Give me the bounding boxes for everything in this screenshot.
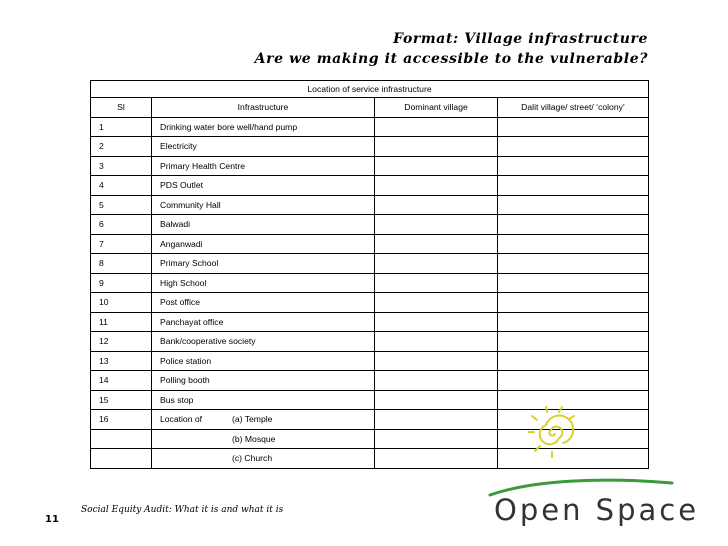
row-dominant-village-cell	[375, 137, 498, 157]
row-dalit-village-cell	[498, 137, 649, 157]
slide-title-block	[255, 29, 648, 69]
row-sl: 13	[91, 351, 152, 371]
row-dominant-village-cell	[375, 371, 498, 391]
open-space-logo: Open Space	[494, 493, 700, 527]
row-dominant-village-cell	[375, 410, 498, 430]
row-infrastructure: Polling booth	[152, 371, 375, 391]
row-infrastructure: Panchayat office	[152, 312, 375, 332]
row-dominant-village-cell	[375, 156, 498, 176]
row-sl: 6	[91, 215, 152, 235]
table-row	[91, 332, 649, 352]
table-row	[91, 351, 649, 371]
row-infrastructure: Bus stop	[152, 390, 375, 410]
row-infrastructure: Post office	[152, 293, 375, 313]
row-dalit-village-cell	[498, 117, 649, 137]
row-dominant-village-cell	[375, 254, 498, 274]
row-dominant-village-cell	[375, 390, 498, 410]
row-dominant-village-cell	[375, 273, 498, 293]
row-dalit-village-cell	[498, 273, 649, 293]
row-dalit-village-cell	[498, 293, 649, 313]
row-dominant-village-cell	[375, 234, 498, 254]
row-infrastructure: Electricity	[152, 137, 375, 157]
row-dominant-village-cell	[375, 176, 498, 196]
table-row	[91, 156, 649, 176]
footer-caption: Social Equity Audit: What it is and what it is	[81, 505, 284, 515]
table-row	[91, 234, 649, 254]
table-row	[91, 176, 649, 196]
row-sl: 8	[91, 254, 152, 274]
column-header-dalit-village: Dalit village/ street/ ‘colony’	[498, 98, 649, 118]
table-row	[91, 215, 649, 235]
row-sl	[91, 449, 152, 469]
table-row	[91, 117, 649, 137]
row-sl: 11	[91, 312, 152, 332]
row-sl: 12	[91, 332, 152, 352]
slide-title: Format: Village infrastructure	[393, 31, 648, 47]
row-sl: 10	[91, 293, 152, 313]
sun-swirl-icon	[528, 406, 576, 458]
table-row	[91, 312, 649, 332]
sub-item-mosque: (b) Mosque	[232, 433, 276, 444]
location-header: Location of service infrastructure	[91, 81, 649, 98]
row-sl: 5	[91, 195, 152, 215]
row-dalit-village-cell	[498, 332, 649, 352]
row-dalit-village-cell	[498, 195, 649, 215]
row-dalit-village-cell	[498, 312, 649, 332]
row-dominant-village-cell	[375, 117, 498, 137]
row-dalit-village-cell	[498, 351, 649, 371]
row-dominant-village-cell	[375, 215, 498, 235]
row-infrastructure	[152, 449, 375, 469]
row-infrastructure: Police station	[152, 351, 375, 371]
row-infrastructure: Primary Health Centre	[152, 156, 375, 176]
row-infrastructure	[152, 410, 375, 430]
column-header-dominant-village: Dominant village	[375, 98, 498, 118]
sub-item-temple: (a) Temple	[232, 414, 273, 425]
row-sl: 16	[91, 410, 152, 430]
column-header-infrastructure: Infrastructure	[152, 98, 375, 118]
row-dalit-village-cell	[498, 371, 649, 391]
row-dalit-village-cell	[498, 176, 649, 196]
row-sl: 9	[91, 273, 152, 293]
location-of-label: Location of	[160, 414, 203, 425]
row-infrastructure	[152, 429, 375, 449]
sub-item-church: (c) Church	[232, 453, 273, 464]
page-number: 11	[45, 514, 59, 525]
row-dalit-village-cell	[498, 234, 649, 254]
row-dominant-village-cell	[375, 293, 498, 313]
row-sl: 2	[91, 137, 152, 157]
row-sl: 3	[91, 156, 152, 176]
row-dominant-village-cell	[375, 312, 498, 332]
row-dominant-village-cell	[375, 429, 498, 449]
row-dominant-village-cell	[375, 195, 498, 215]
row-sl: 15	[91, 390, 152, 410]
slide-subtitle: Are we making it accessible to the vulnerable?	[254, 51, 648, 67]
row-infrastructure: Anganwadi	[152, 234, 375, 254]
row-dominant-village-cell	[375, 332, 498, 352]
row-infrastructure: Bank/cooperative society	[152, 332, 375, 352]
table-row	[91, 371, 649, 391]
row-sl: 7	[91, 234, 152, 254]
row-dominant-village-cell	[375, 449, 498, 469]
row-infrastructure: Drinking water bore well/hand pump	[152, 117, 375, 137]
row-infrastructure: Community Hall	[152, 195, 375, 215]
row-infrastructure: Primary School	[152, 254, 375, 274]
column-header-sl: Sl	[91, 98, 152, 118]
row-dalit-village-cell	[498, 254, 649, 274]
location-header-row	[91, 81, 649, 98]
table-row	[91, 195, 649, 215]
row-infrastructure: Balwadi	[152, 215, 375, 235]
column-header-row	[91, 98, 649, 118]
row-sl: 1	[91, 117, 152, 137]
table-row	[91, 273, 649, 293]
row-sl	[91, 429, 152, 449]
row-dalit-village-cell	[498, 215, 649, 235]
table-row	[91, 254, 649, 274]
table-row	[91, 137, 649, 157]
row-sl: 14	[91, 371, 152, 391]
row-sl: 4	[91, 176, 152, 196]
row-infrastructure: High School	[152, 273, 375, 293]
row-infrastructure: PDS Outlet	[152, 176, 375, 196]
table-row	[91, 293, 649, 313]
row-dalit-village-cell	[498, 156, 649, 176]
row-dominant-village-cell	[375, 351, 498, 371]
